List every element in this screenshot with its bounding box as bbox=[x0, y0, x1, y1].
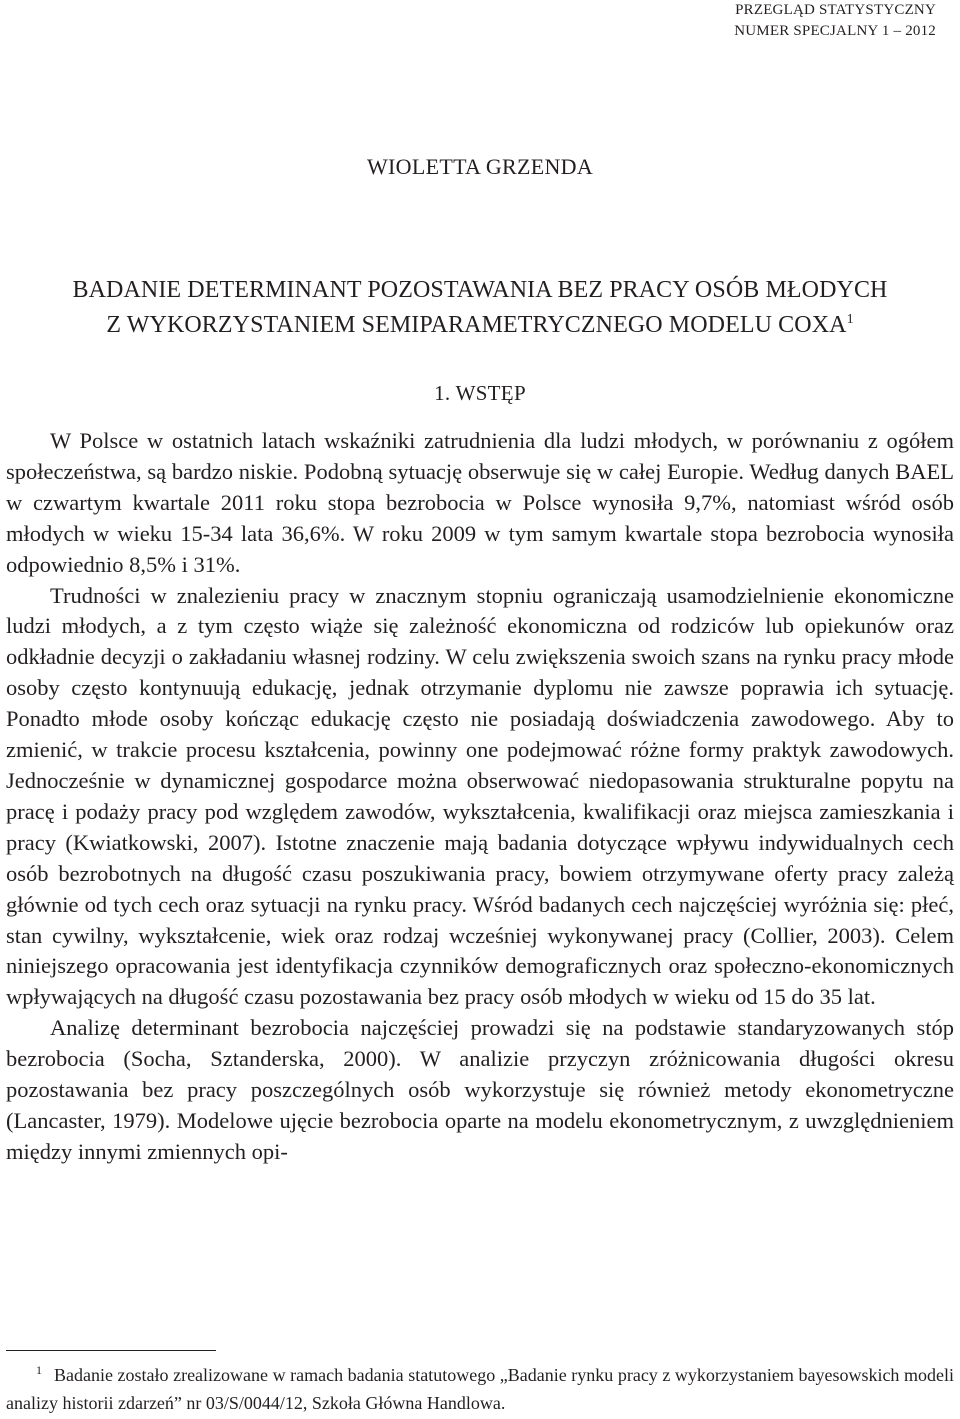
section-heading: 1. WSTĘP bbox=[434, 381, 526, 405]
paragraph-2: Trudności w znalezieniu pracy w znacznym stopniu ograniczają usamodzielnienie ekonomiczne ludzi młodych, a z tym często wiąże się zależność ekonomiczna od rodziców lub opiekunów oraz odkładnie decyzji o zakładaniu własnej rodziny. W celu zwiększenia swoich szans na rynku pracy młode osoby często kontynuują edukację, jednak otrzymanie dyplomu nie zawsze poprawia ich sytuację. Ponadto młode osoby kończąc edukację często nie posiadają doświadczenia zawodowego. Aby to zmienić, w trakcie procesu kształcenia, powinny one podejmować różne formy praktyk zawodowych. Jednocześnie w dynamicznej gospodarce można obserwować niedopasowania strukturalne popytu na pracę i podaży pracy pod względem zawodów, wykształcenia, kwalifikacji oraz miejsca zamieszkania i pracy (Kwiatkowski, 2007). Istotne znaczenie mają badania dotyczące wpływu indywidualnych cech osób bezrobotnych na długość czasu poszukiwania pracy, bowiem otrzymywane oferty pracy zależą głównie od tych cech oraz sytuacji na rynku pracy. Wśród badanych cech najczęściej wyróżnia się: płeć, stan cywilny, wykształcenie, wiek oraz rodzaj wcześniej wykonywanej pracy (Collier, 2003). Celem niniejszego opracowania jest identyfikacja czynników demograficznych oraz społeczno-ekonomicznych wpływających na długość czasu pozostawania bez pracy osób młodych w wieku od 15 do 35 lat. bbox=[6, 582, 954, 1010]
paragraph-3: Analizę determinant bezrobocia najczęściej prowadzi się na podstawie standaryzowanych stóp bezrobocia (Socha, Sztanderska, 2000). W analizie przyczyn zróżnicowania długości okresu pozostawania bez pracy poszczególnych osób wykorzystuje się również metody ekonometryczne (Lancaster, 1979). Modelowe ujęcie bezrobocia oparte na modelu ekonometrycznym, z uwzględnieniem między innymi zmiennych opi- bbox=[6, 1015, 954, 1164]
title-line-2 bbox=[0, 308, 960, 343]
paragraph-1: W Polsce w ostatnich latach wskaźniki zatrudnienia dla ludzi młodych, w porównaniu z ogółem społeczeństwa, są bardzo niskie. Podobną sytuację obserwuje się w całej Europie. Według danych BAEL w czwartym kwartale 2011 roku stopa bezrobocia w Polsce wynosiła 9,7%, natomiast wśród osób młodych w wieku 15-34 lata 36,6%. W roku 2009 w tym samym kwartale stopa bezrobocia wynosiła odpowiednio 8,5% i 31%. bbox=[6, 428, 954, 577]
title-line-2-text: Z WYKORZYSTANIEM SEMIPARAMETRYCZNEGO MODELU COXA bbox=[106, 312, 847, 338]
footnote bbox=[6, 1361, 954, 1417]
article-title bbox=[0, 273, 960, 343]
footnote-text: Badanie zostało zrealizowane w ramach badania statutowego „Badanie rynku pracy z wykorzystaniem bayesowskich modeli analizy historii zdarzeń” nr 03/S/0044/12, Szkoła Główna Handlowa. bbox=[6, 1365, 954, 1413]
author-name: WIOLETTA GRZENDA bbox=[366, 154, 594, 179]
title-footnote-mark[interactable]: 1 bbox=[846, 312, 854, 327]
journal-name: PRZEGLĄD STATYSTYCZNY bbox=[735, 2, 936, 18]
title-line-1: BADANIE DETERMINANT POZOSTAWANIA BEZ PRACY OSÓB MŁODYCH bbox=[72, 277, 888, 303]
article-body bbox=[6, 426, 954, 1168]
footnote-number: 1 bbox=[36, 1363, 42, 1377]
journal-issue: NUMER SPECJALNY 1 – 2012 bbox=[734, 23, 936, 39]
journal-header bbox=[734, 0, 936, 42]
footnote-divider bbox=[6, 1350, 216, 1351]
